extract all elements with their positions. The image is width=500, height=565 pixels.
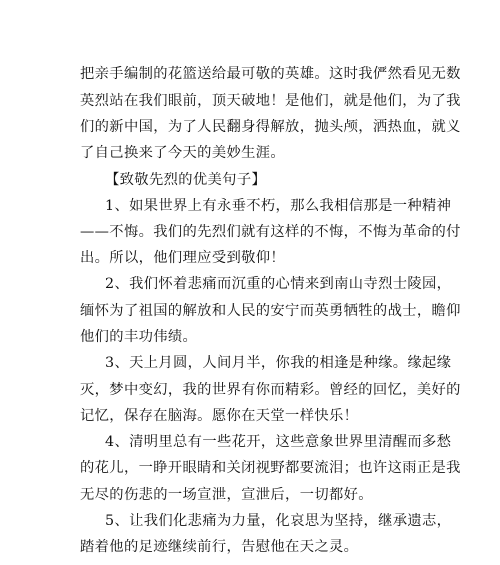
paragraph-line: 4、清明里总有一些花开，这些意象世界里清醒而多愁 (105, 434, 452, 450)
paragraph-line: 无尽的伤悲的一场宣泄，宣泄后，一切都好。 (80, 487, 373, 503)
paragraph-line: 出。所以，他们理应受到敬仰！ (80, 250, 286, 266)
paragraph-line: 他们的丰功伟绩。 (80, 329, 198, 345)
paragraph-line: ——不悔。我们的先烈们就有这样的不悔，不悔为革命的付 (80, 224, 461, 240)
paragraph-line: 踏着他的足迹继续前行，告慰他在天之灵。 (80, 539, 359, 555)
paragraph-line: 缅怀为了祖国的解放和人民的安宁而英勇牺牲的战士，瞻仰 (80, 303, 461, 319)
paragraph-line: 英烈站在我们眼前，顶天破地！是他们，就是他们，为了我 (80, 93, 461, 109)
paragraph-line: 记忆，保存在脑海。愿你在天堂一样快乐！ (80, 408, 359, 424)
paragraph-line: 把亲手编制的花篮送给最可敬的英雄。这时我俨然看见无数 (80, 66, 461, 82)
paragraph-line: 5、让我们化悲痛为力量，化哀思为坚持，继承遗志， (105, 513, 452, 529)
paragraph-line: 3、天上月圆，人间月半，你我的相逢是种缘。缘起缘 (105, 355, 452, 371)
paragraph-line: 1、如果世界上有永垂不朽，那么我相信那是一种精神 (105, 198, 452, 214)
paragraph-line: 们的新中国，为了人民翻身得解放，抛头颅，洒热血，就义 (80, 119, 461, 135)
section-heading: 【致敬先烈的优美句子】 (105, 172, 267, 188)
paragraph-line: 灭，梦中变幻，我的世界有你而精彩。曾经的回忆，美好的 (80, 382, 461, 398)
paragraph-line: 2、我们怀着悲痛而沉重的心情来到南山寺烈士陵园， (105, 276, 452, 292)
paragraph-line: 的花儿，一睁开眼睛和关闭视野都要流泪；也许这雨正是我 (80, 460, 461, 476)
paragraph-line: 了自己换来了今天的美妙生涯。 (80, 145, 286, 161)
